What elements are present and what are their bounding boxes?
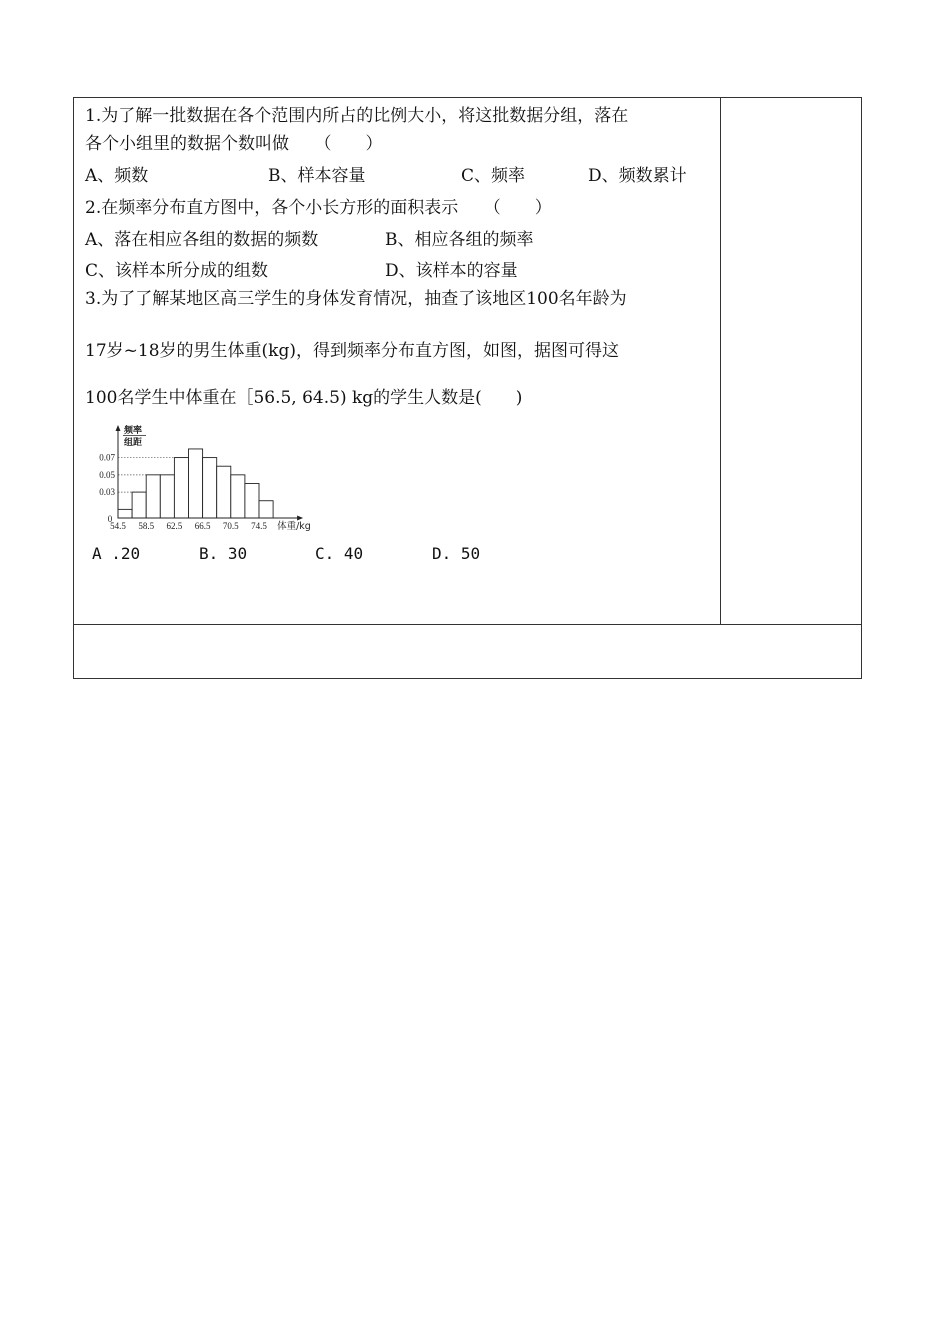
x-tick-label-2: 62.5 bbox=[166, 521, 183, 531]
origin-label: 0 bbox=[107, 514, 113, 524]
row-divider bbox=[74, 624, 861, 625]
y-tick-label-0: 0.07 bbox=[99, 452, 115, 463]
histogram-bar-9 bbox=[245, 483, 259, 518]
q1-option-a: A、频数 bbox=[85, 166, 149, 186]
x-axis-label: 体重/kg bbox=[277, 521, 311, 532]
y-tick-label-1: 0.05 bbox=[99, 469, 115, 480]
q1-option-c: C、频率 bbox=[461, 166, 526, 186]
x-tick-label-0: 54.5 bbox=[110, 521, 126, 531]
x-tick-label-4: 70.5 bbox=[222, 521, 239, 531]
x-tick-label-1: 58.5 bbox=[138, 521, 155, 531]
x-axis-arrow bbox=[297, 516, 303, 521]
frequency-histogram bbox=[84, 422, 354, 538]
q3-line2: 17岁~18岁的男生体重(kg)，得到频率分布直方图，如图，据图可得这 bbox=[85, 341, 619, 361]
histogram-bar-2 bbox=[146, 475, 160, 518]
q1-option-d: D、频数累计 bbox=[588, 166, 687, 186]
q1-option-b: B、样本容量 bbox=[268, 166, 366, 186]
q2-option-b: B、相应各组的频率 bbox=[385, 230, 534, 250]
y-label-bottom: 组距 bbox=[124, 438, 143, 448]
q2-option-c: C、该样本所分成的组数 bbox=[85, 261, 269, 281]
histogram-bar-0 bbox=[118, 509, 132, 518]
worksheet-table bbox=[73, 97, 862, 679]
x-tick-label-3: 66.5 bbox=[194, 521, 211, 531]
y-tick-label-2: 0.03 bbox=[99, 487, 115, 498]
histogram-bar-8 bbox=[231, 475, 245, 518]
q3-line3: 100名学生中体重在［56.5, 64.5) kg的学生人数是( ) bbox=[85, 388, 523, 408]
histogram-bar-4 bbox=[174, 458, 188, 518]
q3-option-a: A .20 bbox=[92, 544, 141, 563]
histogram-bar-5 bbox=[189, 449, 203, 518]
q1-line2: 各个小组里的数据个数叫做 （ ） bbox=[85, 134, 383, 154]
histogram-bar-6 bbox=[203, 458, 217, 518]
histogram-bar-3 bbox=[160, 475, 174, 518]
y-label-top: 频率 bbox=[124, 426, 143, 436]
y-axis-arrow bbox=[116, 425, 121, 431]
q2-option-a: A、落在相应各组的数据的频数 bbox=[85, 230, 319, 250]
q3-option-c: C. 40 bbox=[315, 544, 364, 563]
histogram-bar-10 bbox=[259, 501, 273, 518]
histogram-bar-1 bbox=[132, 492, 146, 518]
q3-option-b: B. 30 bbox=[199, 544, 248, 563]
q1-line1: 1.为了解一批数据在各个范围内所占的比例大小，将这批数据分组，落在 bbox=[85, 106, 629, 126]
x-tick-label-5: 74.5 bbox=[251, 521, 267, 531]
q3-option-d: D. 50 bbox=[432, 544, 481, 563]
q2-option-d: D、该样本的容量 bbox=[385, 261, 518, 281]
histogram-bar-7 bbox=[217, 466, 231, 518]
q2-stem: 2.在频率分布直方图中，各个小长方形的面积表示 （ ） bbox=[85, 198, 552, 218]
column-divider bbox=[720, 98, 721, 624]
q3-line1: 3.为了了解某地区高三学生的身体发育情况，抽查了该地区100名年龄为 bbox=[85, 289, 627, 309]
